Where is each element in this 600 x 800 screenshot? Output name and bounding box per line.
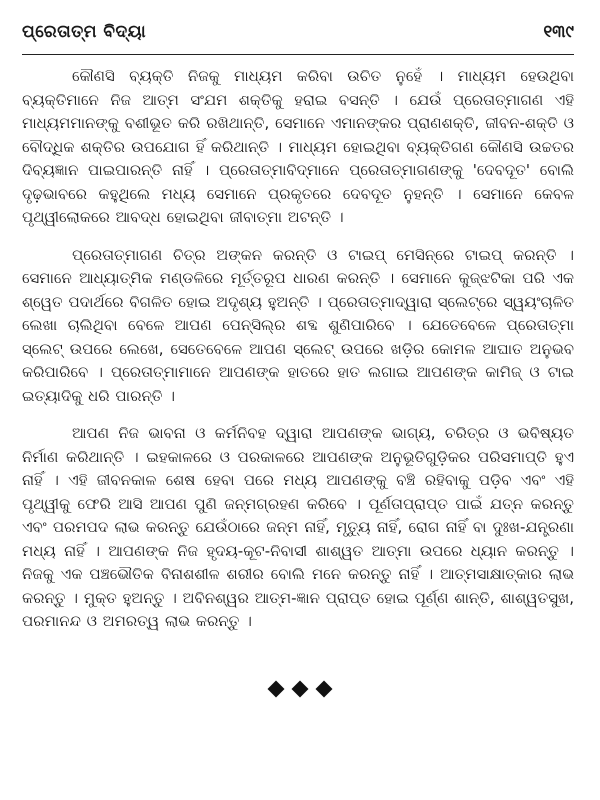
page-number: ୧୩୯ <box>543 22 574 42</box>
running-title: ପ୍ରେତାତ୍ମ ବିଦ୍ୟା <box>22 22 147 42</box>
diamond-ornament-icon <box>292 681 309 698</box>
paragraph-2: ପ୍ରେତାତ୍ମାଗଣ ଚିତ୍ର ଅଙ୍କନ କରନ୍ତି ଓ ଟାଇପ୍ ମେସିନ୍‌ରେ ଟାଇପ୍ କରନ୍ତି । ସେମାନେ ଆଧ୍ୟାତ୍ମିକ ମଣ୍ଡଳିରେ ମୂର୍ତ୍ତରୂପ ଧାରଣ କରନ୍ତି । ସେମାନେ କୁଜ୍‌ଝଟିକା ପରି ଏକ ଶ୍ୱେତ ପଦାର୍ଥରେ ବିଗଳିତ ହୋଇ ଅଦୃଶ୍ୟ ହୁଅନ୍ତି । ପ୍ରେତାତ୍ମାଦ୍ୱାରା ସ୍ଲେଟ୍‌ରେ ସ୍ୱୟଂଚାଳିତ ଲେଖା ଚାଲିଥିବା ବେଳେ ଆପଣ ପେନ୍‌ସିଲ୍‌ର ଶବ୍ଦ ଶୁଣିପାରିବେ । ଯେତେବେଳେ ପ୍ରେତାତ୍ମା ସ୍ଲେଟ୍ ଉପରେ ଲେଖେ, ସେତେବେଳେ ଆପଣ ସ୍ଲେଟ୍ ଉପରେ ଖଡ଼ିର କୋମଳ ଆଘାତ ଅନୁଭବ କରିପାରିବେ । ପ୍ରେତାତ୍ମାମାନେ ଆପଣଙ୍କ ହାତରେ ହାତ ଲଗାଇ ଆପଣଙ୍କ କାମିଜ୍ ଓ ଟାଇ ଇତ୍ୟାଦିକୁ ଧରି ପାରନ୍ତି । <box>22 245 574 405</box>
body-text <box>22 65 574 634</box>
header-rule <box>22 54 574 55</box>
diamond-ornament-icon <box>268 681 285 698</box>
running-header <box>22 22 574 52</box>
paragraph-1: କୌଣସି ବ୍ୟକ୍ତି ନିଜକୁ ମାଧ୍ୟମ କରିବା ଉଚିତ ନୁହେଁ । ମାଧ୍ୟମ ହେଉଥିବା ବ୍ୟକ୍ତିମାନେ ନିଜ ଆତ୍ମ ସଂଯମ ଶକ୍ତିକୁ ହରାଇ ବସନ୍ତି । ଯେଉଁ ପ୍ରେତାତ୍ମାଗଣ ଏହି ମାଧ୍ୟମମାନଙ୍କୁ ବଶୀଭୂତ କରି ରଖିଥାନ୍ତି, ସେମାନେ ଏମାନଙ୍କର ପ୍ରାଣଶକ୍ତି, ଜୀବନ-ଶକ୍ତି ଓ ବୌଦ୍ଧିକ ଶକ୍ତିର ଉପଯୋଗ ହିଁ କରିଥାନ୍ତି । ମାଧ୍ୟମ ହୋଇଥିବା ବ୍ୟକ୍ତିଗଣ କୌଣସି ଉଚ୍ଚତର ଦିବ୍ୟଜ୍ଞାନ ପାଇପାରନ୍ତି ନାହିଁ । ପ୍ରେତାତ୍ମାବିଦ୍‌ମାନେ ପ୍ରେତାତ୍ମାଗଣଙ୍କୁ 'ଦେବଦୂତ' ବୋଲି ଦୃଢ଼ଭାବରେ କହୁଥିଲେ ମଧ୍ୟ ସେମାନେ ପ୍ରକୃତରେ ଦେବଦୂତ ନୁହନ୍ତି । ସେମାନେ କେବଳ ପୃଥ୍ୱୀଲୋକରେ ଆବଦ୍ଧ ହୋଇଥିବା ଜୀବାତ୍ମା ଅଟନ୍ତି । <box>22 67 574 226</box>
diamond-ornament-icon <box>316 681 333 698</box>
section-ornament <box>0 683 600 695</box>
paragraph-3: ଆପଣ ନିଜ ଭାବନା ଓ କର୍ମନିବହ ଦ୍ୱାରା ଆପଣଙ୍କ ଭାଗ୍ୟ, ଚରିତ୍ର ଓ ଭବିଷ୍ୟତ ନିର୍ମାଣ କରିଥାନ୍ତି । ଇହକାଳରେ ଓ ପରକାଳରେ ଆପଣଙ୍କ ଅନୁଭୂତିଗୁଡ଼ିକର ପରିସମାପ୍ତି ହୁଏ ନାହିଁ । ଏହି ଜୀବନକାଳ ଶେଷ ହେବା ପରେ ମଧ୍ୟ ଆପଣଙ୍କୁ ବଞ୍ଚି ରହିବାକୁ ପଡ଼ିବ ଏବଂ ଏହି ପୃଥ୍ୱୀକୁ ଫେରି ଆସି ଆପଣ ପୁଣି ଜନ୍ମଗ୍ରହଣ କରିବେ । ପୂର୍ଣତାପ୍ରାପ୍ତ ପାଇଁ ଯତ୍ନ କରନ୍ତୁ ଏବଂ ପରମପଦ ଲାଭ କରନ୍ତୁ ଯେଉଁଠାରେ ଜନ୍ମ ନାହିଁ, ମୃତ୍ୟୁ ନାହିଁ, ରୋଗ ନାହିଁ ବା ଦୁଃଖ-ଯନ୍ତ୍ରଣା ମଧ୍ୟ ନାହିଁ । ଆପଣଙ୍କ ନିଜ ହୃଦୟ-କୂଟ-ନିବାସୀ ଶାଶ୍ୱତ ଆତ୍ମା ଉପରେ ଧ୍ୟାନ କରନ୍ତୁ । ନିଜକୁ ଏକ ପଞ୍ଚଭୌତିକ ବିନାଶଶୀଳ ଶରୀର ବୋଲି ମନେ କରନ୍ତୁ ନାହିଁ । ଆତ୍ମସାକ୍ଷାତ୍‌କାର ଲାଭ କରନ୍ତୁ । ମୁକ୍ତ ହୁଅନ୍ତୁ । ଅବିନଶ୍ୱର ଆତ୍ମ-ଜ୍ଞାନ ପ୍ରାପ୍ତ ହୋଇ ପୂର୍ଣ୍ଣ ଶାନ୍ତି, ଶାଶ୍ୱତସୁଖ, ପରମାନନ୍ଦ ଓ ଅମରତ୍ୱ ଲାଭ କରନ୍ତୁ । <box>22 424 574 630</box>
